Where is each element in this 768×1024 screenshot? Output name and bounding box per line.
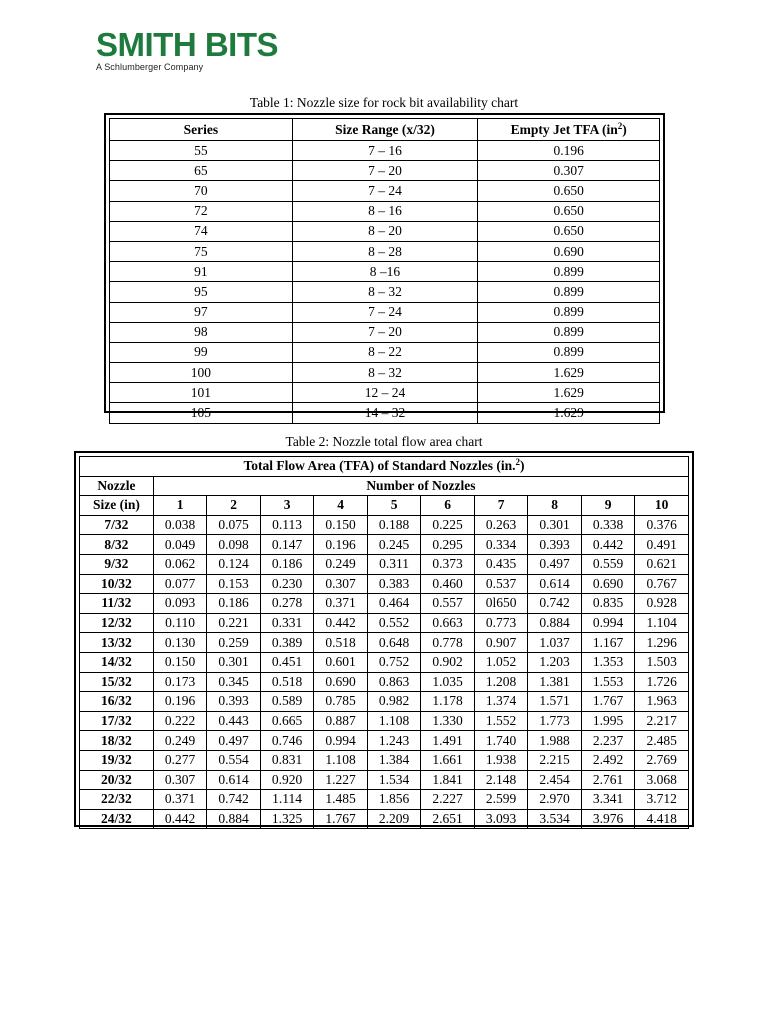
nozzle-size-cell: 12/32 (80, 613, 154, 633)
tfa-value-cell: 0.443 (207, 711, 261, 731)
tfa-value-cell: 2.485 (635, 731, 689, 751)
tfa-value-cell: 1.178 (421, 692, 475, 712)
tfa-value-cell: 0.277 (153, 750, 207, 770)
tfa-value-cell: 0.062 (153, 554, 207, 574)
table2-row (80, 750, 689, 770)
tfa-value-cell: 0.221 (207, 613, 261, 633)
tfa-value-cell: 0.902 (421, 652, 475, 672)
tfa-value-cell: 0.373 (421, 554, 475, 574)
tfa-value-cell: 0.383 (367, 574, 421, 594)
tfa-cell: 0.899 (478, 302, 660, 322)
nozzle-availability-table (109, 118, 660, 424)
tfa-cell: 1.629 (478, 403, 660, 423)
tfa-value-cell: 1.661 (421, 750, 475, 770)
tfa-value-cell: 3.712 (635, 790, 689, 810)
nozzle-size-cell: 7/32 (80, 515, 154, 535)
tfa-value-cell: 0.557 (421, 594, 475, 614)
tfa-value-cell: 2.492 (581, 750, 635, 770)
tfa-value-cell: 1.534 (367, 770, 421, 790)
tfa-value-cell: 0.552 (367, 613, 421, 633)
nozzle-count-header: 4 (314, 496, 368, 516)
tfa-value-cell: 1.384 (367, 750, 421, 770)
table2-frame (74, 451, 694, 827)
table1-row (110, 262, 660, 282)
tfa-value-cell: 2.599 (474, 790, 528, 810)
tfa-cell: 1.629 (478, 383, 660, 403)
table2-row (80, 554, 689, 574)
nozzle-count-header: 2 (207, 496, 261, 516)
table2-row (80, 515, 689, 535)
tfa-value-cell: 0.389 (260, 633, 314, 653)
tfa-value-cell: 1.571 (528, 692, 582, 712)
series-cell: 72 (110, 201, 293, 221)
tfa-value-cell: 1.485 (314, 790, 368, 810)
tfa-value-cell: 0.767 (635, 574, 689, 594)
table2-row (80, 809, 689, 829)
series-cell: 65 (110, 161, 293, 181)
tfa-value-cell: 0.491 (635, 535, 689, 555)
tfa-value-cell: 1.773 (528, 711, 582, 731)
tfa-value-cell: 0.301 (528, 515, 582, 535)
nozzle-count-header: 6 (421, 496, 475, 516)
tfa-value-cell: 0.994 (314, 731, 368, 751)
tfa-value-cell: 1.767 (581, 692, 635, 712)
tfa-value-cell: 0.249 (153, 731, 207, 751)
nozzle-size-cell: 10/32 (80, 574, 154, 594)
tfa-value-cell: 1.353 (581, 652, 635, 672)
nozzle-count-header: 7 (474, 496, 528, 516)
table2-title-row (80, 457, 689, 477)
table1-frame (104, 113, 665, 421)
table2-row (80, 594, 689, 614)
tfa-value-cell: 0.130 (153, 633, 207, 653)
tfa-value-cell: 0.075 (207, 515, 261, 535)
table1-row (110, 383, 660, 403)
tfa-value-cell: 1.296 (635, 633, 689, 653)
tfa-value-cell: 0.746 (260, 731, 314, 751)
company-logo (96, 28, 278, 72)
nozzle-count-header: 9 (581, 496, 635, 516)
size-range-cell: 7 – 20 (292, 161, 478, 181)
tfa-value-cell: 0.663 (421, 613, 475, 633)
tfa-value-cell: 0.393 (207, 692, 261, 712)
tfa-value-cell: 0.554 (207, 750, 261, 770)
table1-caption: Table 1: Nozzle size for rock bit availability chart (249, 95, 519, 110)
tfa-value-cell: 0.442 (153, 809, 207, 829)
size-range-cell: 12 – 24 (292, 383, 478, 403)
nozzle-size-cell: 15/32 (80, 672, 154, 692)
tfa-cell: 0.899 (478, 342, 660, 362)
table2-row (80, 633, 689, 653)
table1-row (110, 141, 660, 161)
nozzle-count-header: 5 (367, 496, 421, 516)
tfa-value-cell: 2.761 (581, 770, 635, 790)
tfa-value-cell: 1.037 (528, 633, 582, 653)
table1-row (110, 322, 660, 342)
tfa-value-cell: 1.052 (474, 652, 528, 672)
tfa-value-cell: 1.325 (260, 809, 314, 829)
table1-row (110, 161, 660, 181)
tfa-value-cell: 1.841 (421, 770, 475, 790)
table2-row (80, 790, 689, 810)
tfa-value-cell: 0.196 (153, 692, 207, 712)
table2-row (80, 770, 689, 790)
tfa-value-cell: 0.497 (528, 554, 582, 574)
tfa-value-cell: 0.601 (314, 652, 368, 672)
series-cell: 100 (110, 363, 293, 383)
tfa-value-cell: 0.435 (474, 554, 528, 574)
tfa-value-cell: 1.740 (474, 731, 528, 751)
tfa-value-cell: 2.651 (421, 809, 475, 829)
tfa-value-cell: 0.982 (367, 692, 421, 712)
tfa-cell: 1.629 (478, 363, 660, 383)
table1-row (110, 342, 660, 362)
tfa-value-cell: 1.726 (635, 672, 689, 692)
logo-tagline: A Schlumberger Company (96, 62, 204, 72)
tfa-value-cell: 0.307 (153, 770, 207, 790)
tfa-cell: 0.650 (478, 221, 660, 241)
tfa-value-cell: 3.093 (474, 809, 528, 829)
tfa-value-cell: 0.196 (314, 535, 368, 555)
tfa-value-cell: 0.186 (207, 594, 261, 614)
tfa-value-cell: 0.884 (528, 613, 582, 633)
tfa-value-cell: 1.381 (528, 672, 582, 692)
nozzle-size-cell: 19/32 (80, 750, 154, 770)
tfa-value-cell: 0.537 (474, 574, 528, 594)
tfa-value-cell: 0.077 (153, 574, 207, 594)
table1-header-row (110, 119, 660, 141)
tfa-value-cell: 0.188 (367, 515, 421, 535)
tfa-title: Total Flow Area (TFA) of Standard Nozzles (in.$^2$) (80, 457, 689, 477)
table2-row (80, 535, 689, 555)
tfa-value-cell: 0.863 (367, 672, 421, 692)
tfa-value-cell: 1.108 (314, 750, 368, 770)
tfa-value-cell: 0.928 (635, 594, 689, 614)
tfa-value-cell: 0.518 (314, 633, 368, 653)
tfa-value-cell: 0.907 (474, 633, 528, 653)
tfa-value-cell: 2.769 (635, 750, 689, 770)
tfa-value-cell: 0.150 (314, 515, 368, 535)
tfa-value-cell: 0.301 (207, 652, 261, 672)
tfa-value-cell: 1.491 (421, 731, 475, 751)
tfa-value-cell: 1.227 (314, 770, 368, 790)
tfa-value-cell: 0.093 (153, 594, 207, 614)
nozzle-tfa-table (79, 456, 689, 829)
table1-row (110, 181, 660, 201)
table1-row (110, 282, 660, 302)
tfa-value-cell: 0.345 (207, 672, 261, 692)
tfa-value-cell: 1.938 (474, 750, 528, 770)
tfa-value-cell: 0.249 (314, 554, 368, 574)
nozzle-size-cell: 9/32 (80, 554, 154, 574)
tfa-value-cell: 0.393 (528, 535, 582, 555)
nozzle-size-cell: 8/32 (80, 535, 154, 555)
series-cell: 105 (110, 403, 293, 423)
size-range-cell: 7 – 20 (292, 322, 478, 342)
series-cell: 97 (110, 302, 293, 322)
tfa-value-cell: 0.464 (367, 594, 421, 614)
tfa-value-cell: 0.331 (260, 613, 314, 633)
tfa-value-cell: 0.690 (581, 574, 635, 594)
size-range-cell: 8 – 16 (292, 201, 478, 221)
table1-row (110, 302, 660, 322)
tfa-value-cell: 0.147 (260, 535, 314, 555)
tfa-value-cell: 0.497 (207, 731, 261, 751)
nozzle-size-cell: 17/32 (80, 711, 154, 731)
series-cell: 70 (110, 181, 293, 201)
tfa-value-cell: 0.831 (260, 750, 314, 770)
tfa-cell: 0.650 (478, 201, 660, 221)
tfa-value-cell: 0.376 (635, 515, 689, 535)
tfa-value-cell: 1.114 (260, 790, 314, 810)
tfa-value-cell: 0.614 (528, 574, 582, 594)
table1-row (110, 403, 660, 423)
tfa-cell: 0.690 (478, 241, 660, 261)
tfa-value-cell: 0.338 (581, 515, 635, 535)
tfa-value-cell: 0.173 (153, 672, 207, 692)
nozzle-count-header: 10 (635, 496, 689, 516)
series-cell: 91 (110, 262, 293, 282)
tfa-value-cell: 0.773 (474, 613, 528, 633)
tfa-value-cell: 0.752 (367, 652, 421, 672)
tfa-value-cell: 0.278 (260, 594, 314, 614)
logo-brand: SMITH BITS (96, 26, 278, 63)
tfa-value-cell: 1.035 (421, 672, 475, 692)
series-cell: 101 (110, 383, 293, 403)
nozzle-size-cell: 24/32 (80, 809, 154, 829)
tfa-value-cell: 0.038 (153, 515, 207, 535)
nozzle-count-header: 3 (260, 496, 314, 516)
tfa-value-cell: 1.243 (367, 731, 421, 751)
series-cell: 98 (110, 322, 293, 342)
tfa-value-cell: 0.245 (367, 535, 421, 555)
tfa-value-cell: 0.460 (421, 574, 475, 594)
tfa-value-cell: 1.552 (474, 711, 528, 731)
tfa-value-cell: 0.835 (581, 594, 635, 614)
tfa-cell: 0.650 (478, 181, 660, 201)
tfa-value-cell: 1.503 (635, 652, 689, 672)
nozzle-size-cell: 13/32 (80, 633, 154, 653)
table2-count-row (80, 496, 689, 516)
tfa-value-cell: 2.148 (474, 770, 528, 790)
series-header: Series (110, 119, 293, 141)
tfa-value-cell: 0.621 (635, 554, 689, 574)
table2-row (80, 672, 689, 692)
tfa-value-cell: 0.648 (367, 633, 421, 653)
nozzle-size-cell: 18/32 (80, 731, 154, 751)
tfa-cell: 0.196 (478, 141, 660, 161)
tfa-value-cell: 0l650 (474, 594, 528, 614)
tfa-value-cell: 1.553 (581, 672, 635, 692)
tfa-value-cell: 1.988 (528, 731, 582, 751)
tfa-value-cell: 0.110 (153, 613, 207, 633)
tfa-cell: 0.899 (478, 322, 660, 342)
tfa-value-cell: 0.742 (528, 594, 582, 614)
tfa-value-cell: 0.442 (314, 613, 368, 633)
tfa-value-cell: 0.311 (367, 554, 421, 574)
tfa-value-cell: 0.307 (314, 574, 368, 594)
tfa-value-cell: 0.665 (260, 711, 314, 731)
tfa-value-cell: 0.225 (421, 515, 475, 535)
table2-caption: Table 2: Nozzle total flow area chart (285, 434, 483, 449)
tfa-cell: 0.307 (478, 161, 660, 181)
tfa-cell: 0.899 (478, 262, 660, 282)
tfa-value-cell: 3.068 (635, 770, 689, 790)
tfa-value-cell: 0.589 (260, 692, 314, 712)
nozzle-count-header: 1 (153, 496, 207, 516)
tfa-value-cell: 1.104 (635, 613, 689, 633)
table2-row (80, 711, 689, 731)
table1-row (110, 221, 660, 241)
nozzle-size-cell: 14/32 (80, 652, 154, 672)
tfa-value-cell: 0.887 (314, 711, 368, 731)
tfa-cell: 0.899 (478, 282, 660, 302)
series-cell: 99 (110, 342, 293, 362)
nozzle-size-cell: 16/32 (80, 692, 154, 712)
size-range-cell: 8 – 32 (292, 363, 478, 383)
tfa-value-cell: 0.222 (153, 711, 207, 731)
nozzle-size-cell: 20/32 (80, 770, 154, 790)
size-range-cell: 8 – 28 (292, 241, 478, 261)
tfa-value-cell: 0.153 (207, 574, 261, 594)
tfa-value-cell: 0.742 (207, 790, 261, 810)
nozzle-label: Nozzle (80, 476, 154, 496)
series-cell: 55 (110, 141, 293, 161)
tfa-value-cell: 2.215 (528, 750, 582, 770)
table2-row (80, 613, 689, 633)
table2-subheader-row (80, 476, 689, 496)
tfa-value-cell: 0.371 (314, 594, 368, 614)
tfa-value-cell: 2.217 (635, 711, 689, 731)
tfa-value-cell: 2.227 (421, 790, 475, 810)
tfa-value-cell: 2.454 (528, 770, 582, 790)
tfa-value-cell: 2.970 (528, 790, 582, 810)
tfa-value-cell: 1.963 (635, 692, 689, 712)
tfa-value-cell: 0.334 (474, 535, 528, 555)
tfa-value-cell: 1.374 (474, 692, 528, 712)
table1-row (110, 241, 660, 261)
tfa-value-cell: 1.767 (314, 809, 368, 829)
tfa-value-cell: 1.208 (474, 672, 528, 692)
size-range-cell: 7 – 24 (292, 302, 478, 322)
tfa-value-cell: 0.230 (260, 574, 314, 594)
size-range-header: Size Range (x/32) (292, 119, 478, 141)
tfa-value-cell: 4.418 (635, 809, 689, 829)
tfa-value-cell: 0.259 (207, 633, 261, 653)
tfa-value-cell: 1.330 (421, 711, 475, 731)
tfa-value-cell: 0.451 (260, 652, 314, 672)
tfa-value-cell: 0.150 (153, 652, 207, 672)
size-label: Size (in) (80, 496, 154, 516)
table1-row (110, 363, 660, 383)
table2-row (80, 652, 689, 672)
tfa-value-cell: 1.167 (581, 633, 635, 653)
tfa-value-cell: 0.920 (260, 770, 314, 790)
number-of-nozzles-header: Number of Nozzles (153, 476, 688, 496)
table2-row (80, 731, 689, 751)
tfa-value-cell: 0.518 (260, 672, 314, 692)
nozzle-size-cell: 22/32 (80, 790, 154, 810)
tfa-value-cell: 0.884 (207, 809, 261, 829)
tfa-value-cell: 0.559 (581, 554, 635, 574)
tfa-value-cell: 0.785 (314, 692, 368, 712)
series-cell: 75 (110, 241, 293, 261)
series-cell: 74 (110, 221, 293, 241)
tfa-value-cell: 0.098 (207, 535, 261, 555)
tfa-value-cell: 1.203 (528, 652, 582, 672)
tfa-value-cell: 0.124 (207, 554, 261, 574)
tfa-value-cell: 0.371 (153, 790, 207, 810)
tfa-value-cell: 0.049 (153, 535, 207, 555)
tfa-value-cell: 2.237 (581, 731, 635, 751)
tfa-value-cell: 2.209 (367, 809, 421, 829)
table1-row (110, 201, 660, 221)
table2-row (80, 574, 689, 594)
tfa-value-cell: 0.186 (260, 554, 314, 574)
tfa-value-cell: 3.534 (528, 809, 582, 829)
tfa-value-cell: 0.778 (421, 633, 475, 653)
size-range-cell: 8 – 22 (292, 342, 478, 362)
size-range-cell: 7 – 16 (292, 141, 478, 161)
tfa-value-cell: 1.108 (367, 711, 421, 731)
tfa-value-cell: 0.614 (207, 770, 261, 790)
tfa-value-cell: 3.341 (581, 790, 635, 810)
tfa-header: Empty Jet TFA $(in^2)$ (478, 119, 660, 141)
size-range-cell: 8 – 20 (292, 221, 478, 241)
nozzle-count-header: 8 (528, 496, 582, 516)
tfa-value-cell: 0.263 (474, 515, 528, 535)
tfa-value-cell: 1.856 (367, 790, 421, 810)
tfa-value-cell: 0.690 (314, 672, 368, 692)
size-range-cell: 14 – 32 (292, 403, 478, 423)
series-cell: 95 (110, 282, 293, 302)
table2-row (80, 692, 689, 712)
tfa-value-cell: 0.994 (581, 613, 635, 633)
size-range-cell: 7 – 24 (292, 181, 478, 201)
size-range-cell: 8 –16 (292, 262, 478, 282)
nozzle-size-cell: 11/32 (80, 594, 154, 614)
tfa-value-cell: 0.295 (421, 535, 475, 555)
tfa-value-cell: 3.976 (581, 809, 635, 829)
tfa-value-cell: 0.442 (581, 535, 635, 555)
size-range-cell: 8 – 32 (292, 282, 478, 302)
tfa-value-cell: 1.995 (581, 711, 635, 731)
tfa-value-cell: 0.113 (260, 515, 314, 535)
